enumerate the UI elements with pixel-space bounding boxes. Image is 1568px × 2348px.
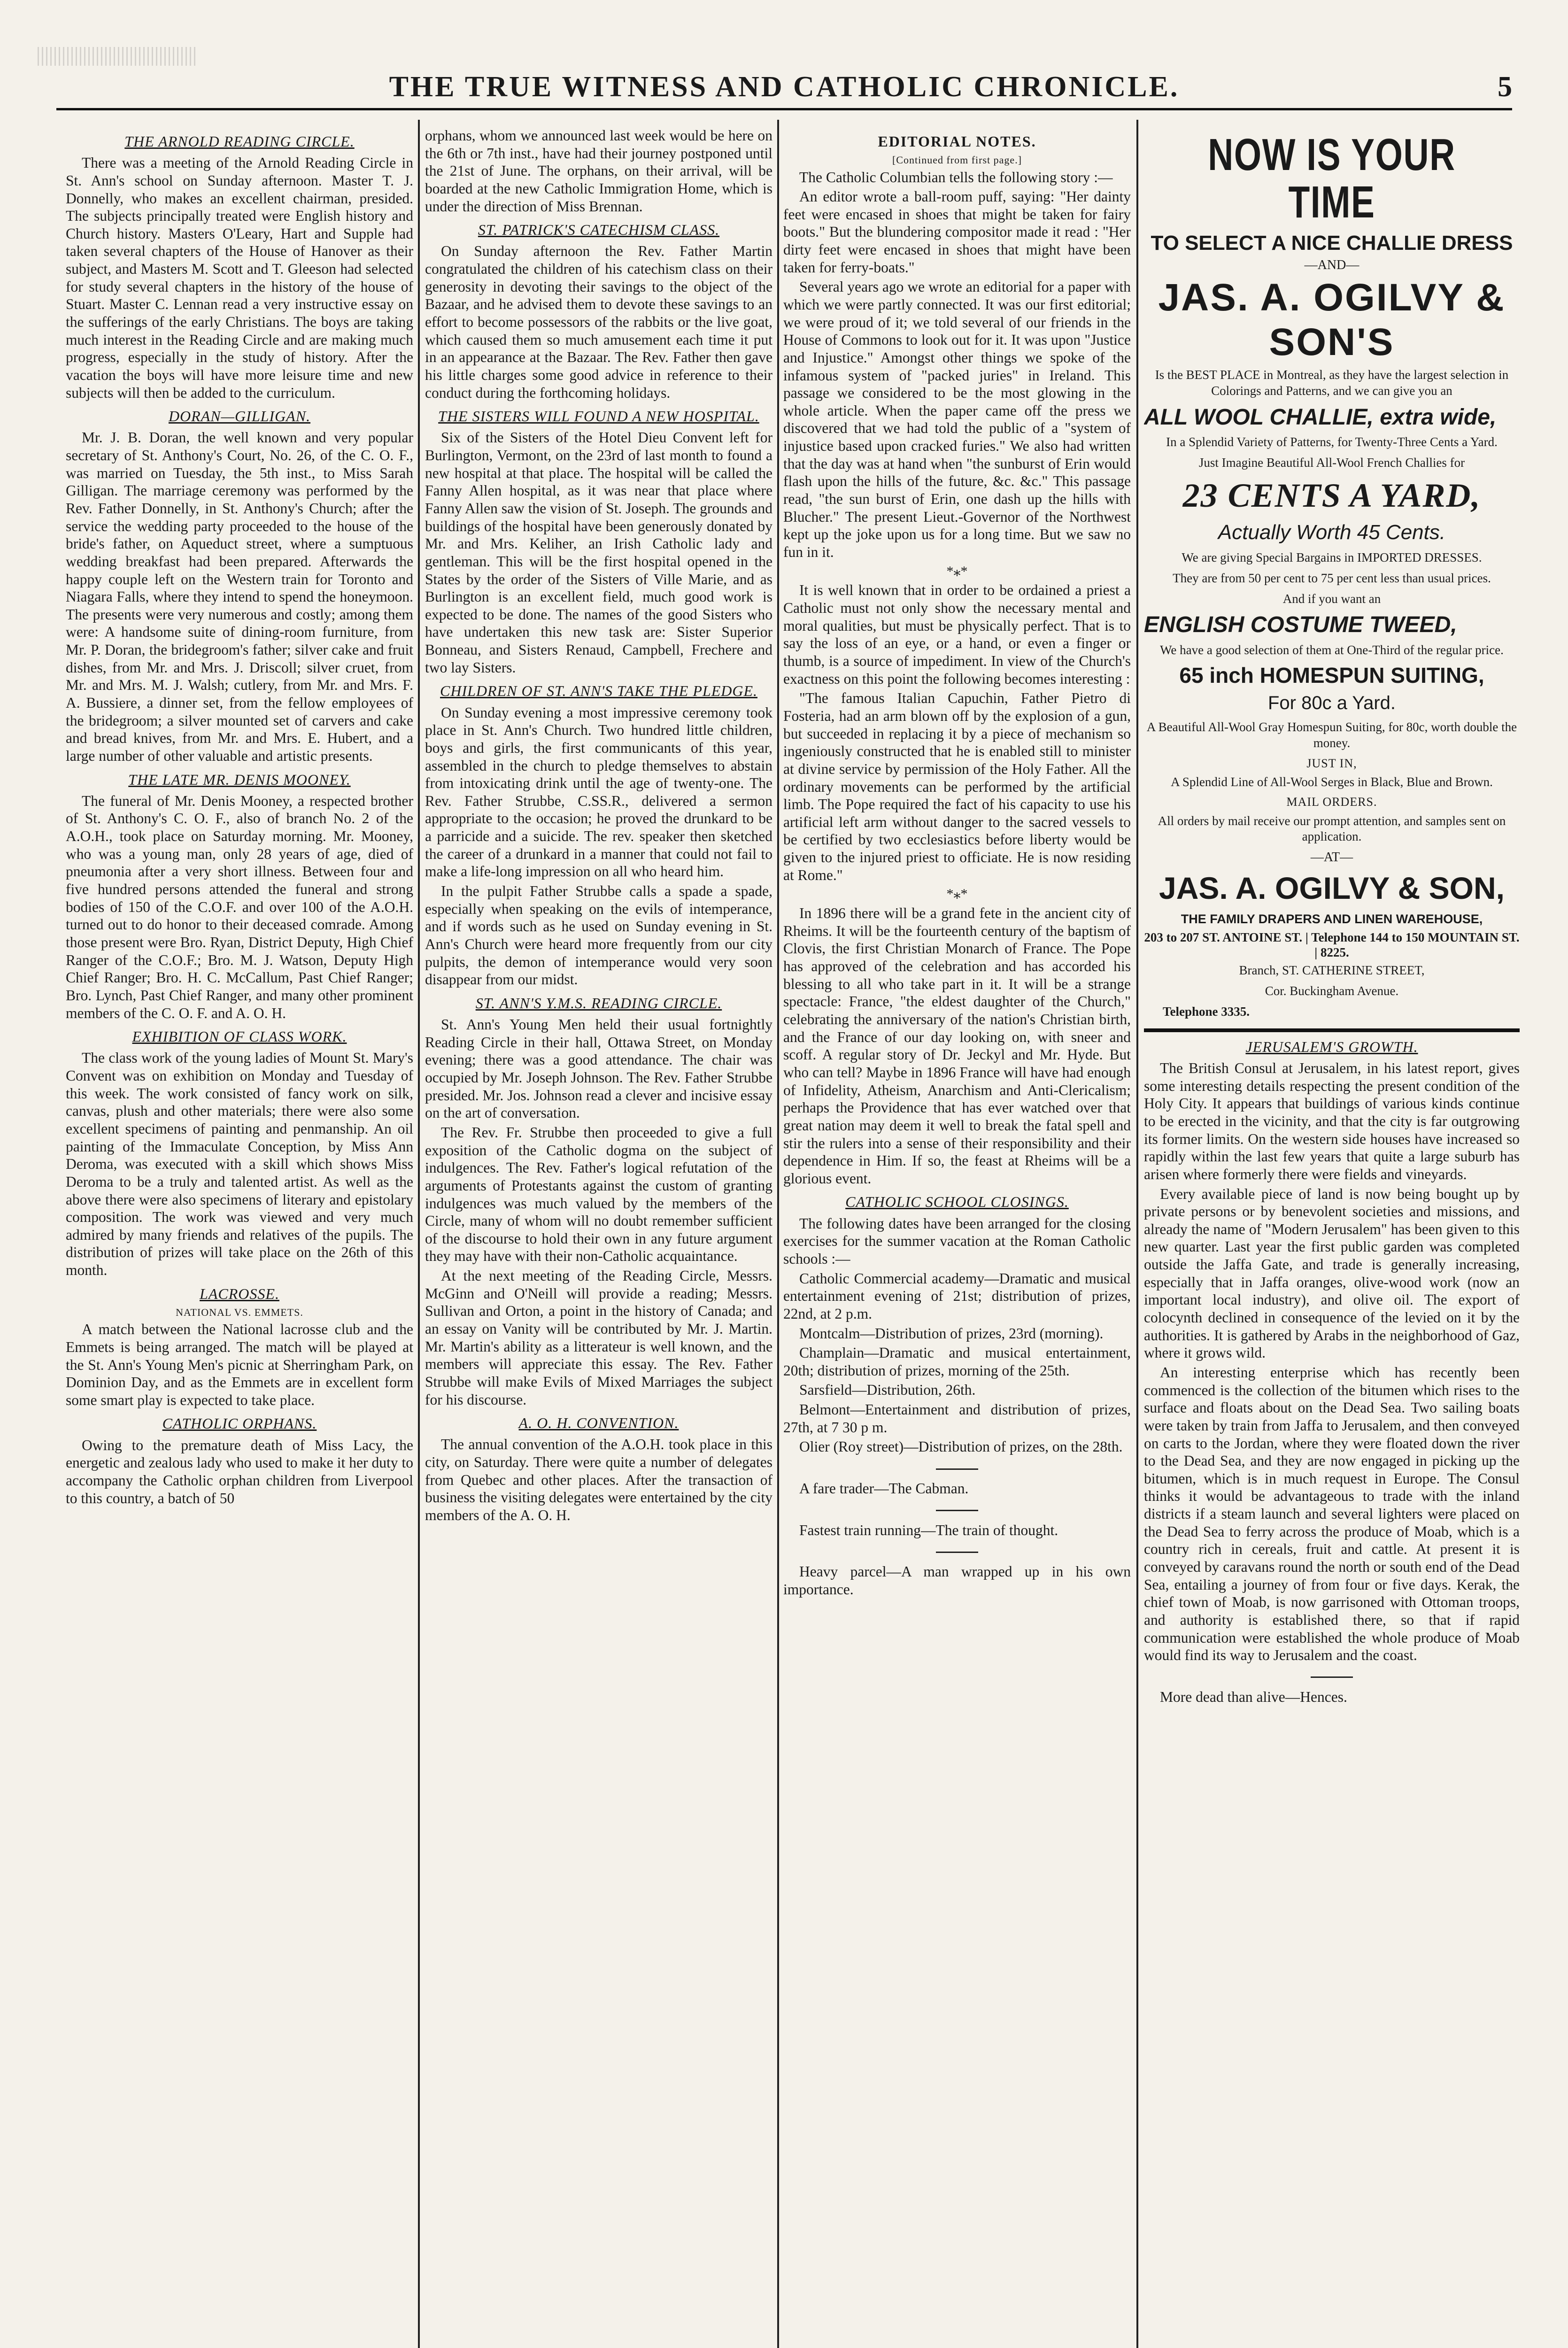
article-headline: DORAN—GILLIGAN. xyxy=(168,408,311,425)
ad-bargains-note: They are from 50 per cent to 75 per cent less than usual prices. xyxy=(1173,571,1491,585)
ad-imagine: Just Imagine Beautiful All-Wool French Challies for xyxy=(1198,455,1465,470)
article-headline: THE ARNOLD READING CIRCLE. xyxy=(124,133,355,150)
article-paragraph: Montcalm—Distribution of prizes, 23rd (morning). xyxy=(799,1325,1104,1342)
article-paragraph: The following dates have been arranged for the closing exercises for the summer vacation at the Roman Catholic schools :— xyxy=(783,1215,1131,1267)
column-2 xyxy=(425,127,772,2348)
column-3 xyxy=(783,127,1131,2348)
scan-noise xyxy=(38,47,197,66)
subheading: NATIONAL VS. EMMETS. xyxy=(176,1306,303,1318)
article-paragraph: A fare trader—The Cabman. xyxy=(799,1480,969,1497)
ad-worth: Actually Worth 45 Cents. xyxy=(1218,521,1446,544)
article-headline: CHILDREN OF ST. ANN'S TAKE THE PLEDGE. xyxy=(440,682,757,700)
ad-want: And if you want an xyxy=(1282,591,1381,606)
ad-at: —AT— xyxy=(1310,850,1353,865)
article-paragraph: Mr. J. B. Doran, the well known and very popular secretary of St. Anthony's Court, No. 26, of the C. O. F., was married on Tuesday, the 5th inst., to Miss Sarah Gilligan. The marriage ceremony was performed by the Rev. Father Donnelly, in St. Anthony's Church; after the service the wedding party proceeded to the house of the bride's father, on Aqueduct street, where a sumptuous wedding breakfast had been prepared. Afterwards the happy couple left on the Western train for Toronto and Niagara Falls, where they intend to spend the honeymoon. The presents were very numerous and costly; among them were: A handsome suite of dining-room furniture, from Mr. P. Doran, the bridegroom's father; silver cake and fruit dishes, from Mr. and Mrs. J. Driscoll; silver cruet, from Mr. and Mrs. M. J. Walsh; cutlery, from Mr. and Mrs. F. A. Bussiere, a dinner set, from the fellow employees of the bridegroom; a silver mounted set of carvers and cake and bread knives, from Mr. and Mrs. E. Hubert, and a large number of other valuable and artistic presents. xyxy=(66,429,413,764)
article-paragraph: The annual convention of the A.O.H. took place in this city, on Saturday. There were quite a number of delegates from Quebec and other places. After the transaction of business the visiting delegates were entertained by the city members of the A. O. H. xyxy=(425,1436,772,1524)
article-paragraph: "The famous Italian Capuchin, Father Pietro di Fosteria, had an arm blown off by the explosion of a gun, but succeeded in replacing it by a piece of mechanism so ingeniously constructed that he is enabled still to minister at divine service by permission of the Holy Father. All the ordinary movements can be performed by the artificial limb. The Pope required the fact of his capacity to use his artificial left arm without danger to the sacred vessels to be certified by two ecclesiastics before liberty would be given to the injured priest to officiate. He is now residing at Rome." xyxy=(783,690,1131,883)
article-paragraph: The Catholic Columbian tells the following story :— xyxy=(799,169,1113,185)
ad-house: THE FAMILY DRAPERS AND LINEN WAREHOUSE, xyxy=(1181,912,1483,927)
ad-firm-name: JAS. A. OGILVY & SON'S xyxy=(1158,276,1506,363)
section-headline: EDITORIAL NOTES. xyxy=(878,133,1036,150)
article-headline: LACROSSE. xyxy=(200,1285,279,1302)
ad-tweed-note: We have a good selection of them at One-Third of the regular price. xyxy=(1160,642,1504,657)
subheading: [Continued from first page.] xyxy=(892,154,1022,166)
article-paragraph: In the pulpit Father Strubbe calls a spade a spade, especially when speaking on the evils of intemperance, and if words such as he used on Sunday evening in St. Ann's Church were heard more frequently from our city pulpits, the demon of intemperance would very soon disappear from our midst. xyxy=(425,883,772,988)
column-rule xyxy=(418,120,420,2348)
article-headline: JERUSALEM'S GROWTH. xyxy=(1245,1038,1418,1055)
article-headline: EXHIBITION OF CLASS WORK. xyxy=(132,1028,347,1045)
separator xyxy=(783,1460,1131,1475)
article-paragraph: An interesting enterprise which has recently been commenced is the collection of the bitumen which rises to the surface and floats about on the Dead Sea. Two sailing boats were taken by train from Jaffa to Jerusalem, and then conveyed on carts to the Jordan, where they were floated down the river to the Dead Sea, and they are now engaged in picking up the bitumen, which is in much request in Europe. The Consul thinks it would be advantageous to trade with the inland districts if a steam launch and several lighters were placed on the Dead Sea to ferry across the produce of Moab, which is a country rich in cereals, fruit and cattle. At present it is conveyed by caravans round the north or south end of the Dead Sea, entailing a journey of from four or five days. Kerak, the chief town of Moab, is now garrisoned with Ottoman troops, and authority is established there, so that if rapid communication were established the whole produce of Moab would find its way to Jerusalem and the coast. xyxy=(1144,1364,1520,1664)
separator xyxy=(783,1544,1131,1558)
ad-gray: A Beautiful All-Wool Gray Homespun Suiting, for 80c, worth double the money. xyxy=(1146,720,1517,750)
article-headline: A. O. H. CONVENTION. xyxy=(518,1414,679,1432)
article-paragraph: The class work of the young ladies of Mount St. Mary's Convent was on exhibition on Monday and Tuesday of this week. The work consisted of fancy work on silk, canvas, plush and other materials; there were also some excellent specimens of painting and penmanship. An oil painting of the Immaculate Conception, by Miss Ann Deroma, was executed with a skill which shows Miss Deroma to be a truly and talented artist. As well as the above there were also specimens of literary and epistolary composition. The work was viewed and very much admired by many friends and relatives of the pupils. The distribution of prizes will take place on the 26th of this month. xyxy=(66,1050,413,1279)
ad-price: 23 CENTS A YARD, xyxy=(1182,477,1481,515)
ad-suiting-price: For 80c a Yard. xyxy=(1268,693,1396,714)
article-headline: THE LATE MR. DENIS MOONEY. xyxy=(128,771,351,788)
column-1 xyxy=(66,127,413,2348)
article-paragraph: Heavy parcel—A man wrapped up in his own importance. xyxy=(783,1563,1131,1598)
ad-suiting: 65 inch HOMESPUN SUITING, xyxy=(1179,663,1484,688)
ad-bargains: We are giving Special Bargains in IMPORTED DRESSES. xyxy=(1182,550,1482,564)
article-headline: THE SISTERS WILL FOUND A NEW HOSPITAL. xyxy=(438,408,759,425)
asterism: *⁎* xyxy=(946,563,968,579)
ad-wool-challie: ALL WOOL CHALLIE, extra wide, xyxy=(1144,404,1497,430)
ad-address: 203 to 207 ST. ANTOINE ST. | Telephone 144 to 150 MOUNTAIN ST. | 8225. xyxy=(1144,930,1520,959)
article-paragraph: It is well known that in order to be ordained a priest a Catholic must not only show the necessary mental and moral qualities, but must be physically perfect. That is to say the loss of an eye, or a hand, or even a finger or thumb, is a source of impediment. In view of the Church's exactness on this point the following becomes interesting : xyxy=(783,582,1131,687)
separator xyxy=(1144,1669,1520,1684)
page-number: 5 xyxy=(1498,71,1512,103)
ad-telephone: Telephone 3335. xyxy=(1163,1004,1250,1019)
article-paragraph: On Sunday evening a most impressive ceremony took place in St. Ann's Church. Two hundred little children, boys and girls, the first communicants of this year, assembled in the church to pledge themselves to abstain from intoxicating drink until the age of twenty-one. The Rev. Father Strubbe, C.SS.R., delivered a sermon appropriate to the occasion; he proved the drunkard to be a parricide and a suicide. The rev. speaker then sketched the career of a drunkard in a manner that could not fail to make a life-long impression on all who heard him. xyxy=(425,704,772,880)
article-paragraph: Fastest train running—The train of thought. xyxy=(799,1522,1058,1538)
article-paragraph: A match between the National lacrosse club and the Emmets is being arranged. The match will be played at the St. Ann's Young Men's picnic at Sherringham Park, on Dominion Day, and as the Emmets are in excellent form some smart play is expected to take place. xyxy=(66,1321,413,1408)
article-paragraph: On Sunday afternoon the Rev. Father Martin congratulated the children of his catechism class on their generosity in devoting their savings to the object of the Bazaar, and he advised them to devote these savings to an effort to become possessors of the rabbits or the live goat, which caused them so much amusement each time it put in an appearance at the Bazaar. The Rev. Father then gave his little charges some good advice in reference to their conduct during the forthcoming holidays. xyxy=(425,243,772,401)
article-paragraph: Six of the Sisters of the Hotel Dieu Convent left for Burlington, Vermont, on the 23rd of last month to found a new hospital at that place. The hospital will be called the Fanny Allen hospital, as it was near that place where Fanny Allen saw the vision of St. Joseph. The grounds and buildings of the hospital have been generously donated by Mr. and Mrs. Keliher, an Irish Catholic lady and gentleman. This will be the first hospital opened in the States by the order of the Sisters of Ville Marie, and as Burlington is an excellent field, much good work is expected to be done. The names of the good Sisters who have undertaken this new task are: Sister Superior Bonneau, and Sisters Renaud, Campbell, Frechere and two lay Sisters. xyxy=(425,429,772,676)
column-rule xyxy=(1136,120,1138,2348)
separator xyxy=(783,1502,1131,1517)
article-paragraph: Every available piece of land is now being bought up by private persons or by benevolent societies and missions, and already the name of "Modern Jerusalem" has been given to this new quarter. Last year the first public garden was completed outside the Jaffa Gate, and trade is generally increasing, especially that in Jaffa oranges, olive-wood work (now an important local industry), and olive oil. The export of colocynth declined in consequence of the levied on it by the authorities. It is gathered by Arabs in the neighborhood of Gaz, where it grows wild. xyxy=(1144,1185,1520,1361)
article-headline: ST. ANN'S Y.M.S. READING CIRCLE. xyxy=(475,994,722,1012)
article-paragraph: More dead than alive—Hences. xyxy=(1160,1688,1347,1705)
ad-variety: In a Splendid Variety of Patterns, for Twenty-Three Cents a Yard. xyxy=(1166,434,1498,449)
column-4 xyxy=(1144,127,1520,2348)
article-headline: CATHOLIC ORPHANS. xyxy=(162,1415,317,1432)
article-paragraph: There was a meeting of the Arnold Reading Circle in St. Ann's school on Sunday afternoon. Master T. J. Donnelly, who makes an excellent chairman, presided. The subjects principally treated were English history and Church history. Masters O'Leary, Hart and Supple had taken several chapters of the House of Hanover as their subject, and Masters M. Scott and T. Gleeson had selected for study several chapters in the history of the house of Stuart. Master C. Lennan read a very instructive essay on the sufferings of the early Christians. The boys are taking much interest in the Reading Circle and are making much progress, especially in the study of history. After the vacation the boys will have more leisure time and new subjects will then be added to the curriculum. xyxy=(66,154,413,401)
ad-intro: Is the BEST PLACE in Montreal, as they have the largest selection in Colorings and Patterns, and we can give you an xyxy=(1155,368,1509,398)
ad-tweed: ENGLISH COSTUME TWEED, xyxy=(1144,612,1457,638)
ad-mail-note: All orders by mail receive our prompt attention, and samples sent on application. xyxy=(1158,813,1506,844)
ogilvy-advertisement xyxy=(1144,131,1520,1019)
newspaper-title: THE TRUE WITNESS AND CATHOLIC CHRONICLE. xyxy=(389,71,1180,103)
ad-subheadline: TO SELECT A NICE CHALLIE DRESS xyxy=(1151,231,1513,255)
ad-firm-name-2: JAS. A. OGILVY & SON, xyxy=(1159,871,1505,906)
ad-serges: A Splendid Line of All-Wool Serges in Black, Blue and Brown. xyxy=(1171,774,1493,789)
article-paragraph: An editor wrote a ball-room puff, saying: "Her dainty feet were encased in shoes that might be taken for fairy boots." But the blundering compositor made it read : "Her dirty feet were encased in shoes that might have been taken for ferry-boats." xyxy=(783,188,1131,276)
ad-and: —AND— xyxy=(1304,257,1359,272)
article-paragraph: Belmont—Entertainment and distribution of prizes, 27th, at 7 30 p m. xyxy=(783,1401,1131,1436)
ad-just-in: JUST IN, xyxy=(1306,756,1357,770)
article-paragraph: Owing to the premature death of Miss Lacy, the energetic and zealous lady who used to make it her duty to accompany the Catholic orphan children from Liverpool to this country, a batch of 50 xyxy=(66,1437,413,1506)
article-paragraph: At the next meeting of the Reading Circle, Messrs. McGinn and O'Neill will provide a reading; Messrs. Sullivan and Orton, a point in the history of Canada; and an essay on Vanity will be contributed by Mr. J. Martin. Mr. Martin's ability as a litterateur is well known, and the members will appreciate this essay. The Rev. Father Strubbe will make Evils of Mixed Marriages the subject for his discourse. xyxy=(425,1267,772,1408)
article-headline: CATHOLIC SCHOOL CLOSINGS. xyxy=(845,1193,1069,1211)
article-headline: ST. PATRICK'S CATECHISM CLASS. xyxy=(478,221,720,239)
article-paragraph: The funeral of Mr. Denis Mooney, a respected brother of St. Anthony's C. O. F., also of branch No. 2 of the A.O.H., took place on Saturday morning. Mr. Mooney, who was a young man, only 28 years of age, died of pneumonia after a very short illness. Between four and five hundred persons attended the funeral and strong bodies of 150 of the C.O.F. and over 100 of the A.O.H. turned out to do honor to their deceased comrade. Among those present were Bro. Ryan, District Deputy, High Chief Ranger of the C.O.F.; Bro. M. J. Watson, Deputy High Chief Ranger; Bro. H. C. McCallum, Past Chief Ranger; Bro. Lynch, Past Chief Ranger, and many other prominent members of the C. O. F. and A. O. H. xyxy=(66,792,413,1021)
article-paragraph: The British Consul at Jerusalem, in his latest report, gives some interesting details respecting the present condition of the Holy City. It appears that buildings of various kinds continue to be erected in the vicinity, and that the city is far outgrowing its former limits. On the western side houses have increased so rapidly within the last few years that quite a large suburb has arisen where formerly there were fields and vineyards. xyxy=(1144,1060,1520,1182)
ad-headline: NOW IS YOUR TIME xyxy=(1208,130,1456,227)
article-paragraph: Several years ago we wrote an editorial for a paper with which we were partly connected. It was our first editorial; we were proud of it; we told several of our friends in the House of Commons to look out for it. It was upon "Justice and Injustice." Amongst other things we spoke of the infamous system of "packed juries" in Ireland. This passage we considered to be the most glowing in the whole article. When the paper came off the press we discovered that we had told the public of a "system of injustice based upon cracked furies." We also had written that the day was at hand when "the sunburst of Erin would flash upon the hills of the future, &c. &c." This passage read, "the sun burst of Erin, one dash up the hills with Blucher." The present Lieut.-Governor of the Northwest kept up the joke upon us for a long time. But we saw no fun in it. xyxy=(783,278,1131,560)
article-paragraph: St. Ann's Young Men held their usual fortnightly Reading Circle in their hall, Ottawa Street, on Monday evening; there was a good attendance. The chair was occupied by Mr. Joseph Johnson. The Rev. Father Strubbe presided. Mr. Jos. Johnson read a clever and incisive essay on the art of conversation. xyxy=(425,1016,772,1121)
article-paragraph: The Rev. Fr. Strubbe then proceeded to give a full exposition of the Catholic dogma on the subject of indulgences. The Rev. Father's logical refutation of the arguments of Protestants against the custom of granting indulgences was much valued by the members of the Circle, many of whom will no doubt remember sufficient of the discourse to hold their own in any future argument they may have with their non-Catholic acquaintance. xyxy=(425,1124,772,1265)
section-divider xyxy=(1144,1028,1520,1032)
article-paragraph: Catholic Commercial academy—Dramatic and musical entertainment evening of 21st; distribution of prizes, 22nd, at 2 p.m. xyxy=(783,1270,1131,1322)
asterism: *⁎* xyxy=(946,886,968,902)
masthead xyxy=(56,70,1512,110)
ad-branch: Branch, ST. CATHERINE STREET, xyxy=(1239,963,1425,978)
ad-corner: Cor. Buckingham Avenue. xyxy=(1265,983,1399,998)
article-paragraph: Sarsfield—Distribution, 26th. xyxy=(799,1382,976,1398)
article-paragraph: Olier (Roy street)—Distribution of prizes, on the 28th. xyxy=(799,1438,1123,1455)
article-paragraph: In 1896 there will be a grand fete in the ancient city of Rheims. It will be the fourteenth century of the baptism of Clovis, the first Christian Monarch of France. The Pope has approved of the celebration and has accorded his blessing to all who take part in it. It will be a strange spectacle: France, "the eldest daughter of the Church," celebrating the anniversary of the nation's Christian birth, and the France of our day looking on, with sneer and scoff. A regular story of Dr. Jeckyl and Mr. Hyde. But who can tell? Maybe in 1896 France will have had enough of Infidelity, Atheism, Anarchism and Anti-Clericalism; perhaps the Providence that has ever watched over that great nation may deem it well to break the fatal spell and stir the rulers into a sense of their responsibility and their dependence in Him. If so, the feast at Rheims will be a glorious event. xyxy=(783,905,1131,1187)
ad-mail: MAIL ORDERS. xyxy=(1286,795,1377,809)
article-paragraph: Champlain—Dramatic and musical entertainment, 20th; distribution of prizes, morning of the 25th. xyxy=(783,1344,1131,1379)
article-paragraph: orphans, whom we announced last week would be here on the 6th or 7th inst., have had their journey postponed until the 21st of June. The orphans, on their arrival, will be boarded at the new Catholic Immigration Home, which is under the direction of Miss Brennan. xyxy=(425,127,772,215)
column-rule xyxy=(777,120,779,2348)
column-4-articles xyxy=(1144,1038,1520,1706)
